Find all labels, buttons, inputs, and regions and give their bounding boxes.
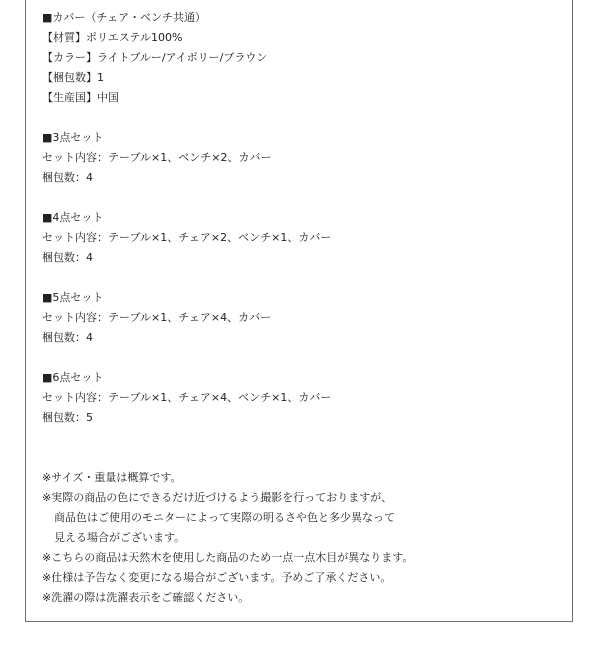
note-color-2: 商品色はご使用のモニターによって実際の明るさや色と多少異なって xyxy=(54,511,395,524)
cover-origin: 【生産国】中国 xyxy=(42,91,119,104)
note-color-1: ※実際の商品の色にできるだけ近づけるよう撮影を行っておりますが、 xyxy=(42,491,393,504)
spec-text-block xyxy=(42,8,562,608)
cover-color: 【カラー】ライトブルー/アイボリー/ブラウン xyxy=(42,51,268,64)
note-spec-change: ※仕様は予告なく変更になる場合がございます。予めご了承ください。 xyxy=(42,571,392,584)
cover-heading: ■カバー（チェア・ベンチ共通） xyxy=(42,11,207,24)
set-3-packages: 梱包数：4 xyxy=(42,171,93,184)
set-6-contents: セット内容：テーブル×1、チェア×4、ベンチ×1、カバー xyxy=(42,391,332,404)
set-4-heading: ■4点セット xyxy=(42,211,104,224)
set-6-heading: ■6点セット xyxy=(42,371,104,384)
set-4-packages: 梱包数：4 xyxy=(42,251,93,264)
note-size-weight: ※サイズ・重量は概算です。 xyxy=(42,471,182,484)
note-washing: ※洗濯の際は洗濯表示をご確認ください。 xyxy=(42,591,250,604)
cover-material: 【材質】ポリエステル100% xyxy=(42,31,183,44)
set-3-heading: ■3点セット xyxy=(42,131,104,144)
set-6-packages: 梱包数：5 xyxy=(42,411,93,424)
set-5-contents: セット内容：テーブル×1、チェア×4、カバー xyxy=(42,311,272,324)
set-5-packages: 梱包数：4 xyxy=(42,331,93,344)
note-color-3: 見える場合がございます。 xyxy=(54,531,186,544)
note-wood-grain: ※こちらの商品は天然木を使用した商品のため一点一点木目が異なります。 xyxy=(42,551,414,564)
cover-packages: 【梱包数】1 xyxy=(42,71,104,84)
set-3-contents: セット内容：テーブル×1、ベンチ×2、カバー xyxy=(42,151,272,164)
set-5-heading: ■5点セット xyxy=(42,291,104,304)
set-4-contents: セット内容：テーブル×1、チェア×2、ベンチ×1、カバー xyxy=(42,231,332,244)
